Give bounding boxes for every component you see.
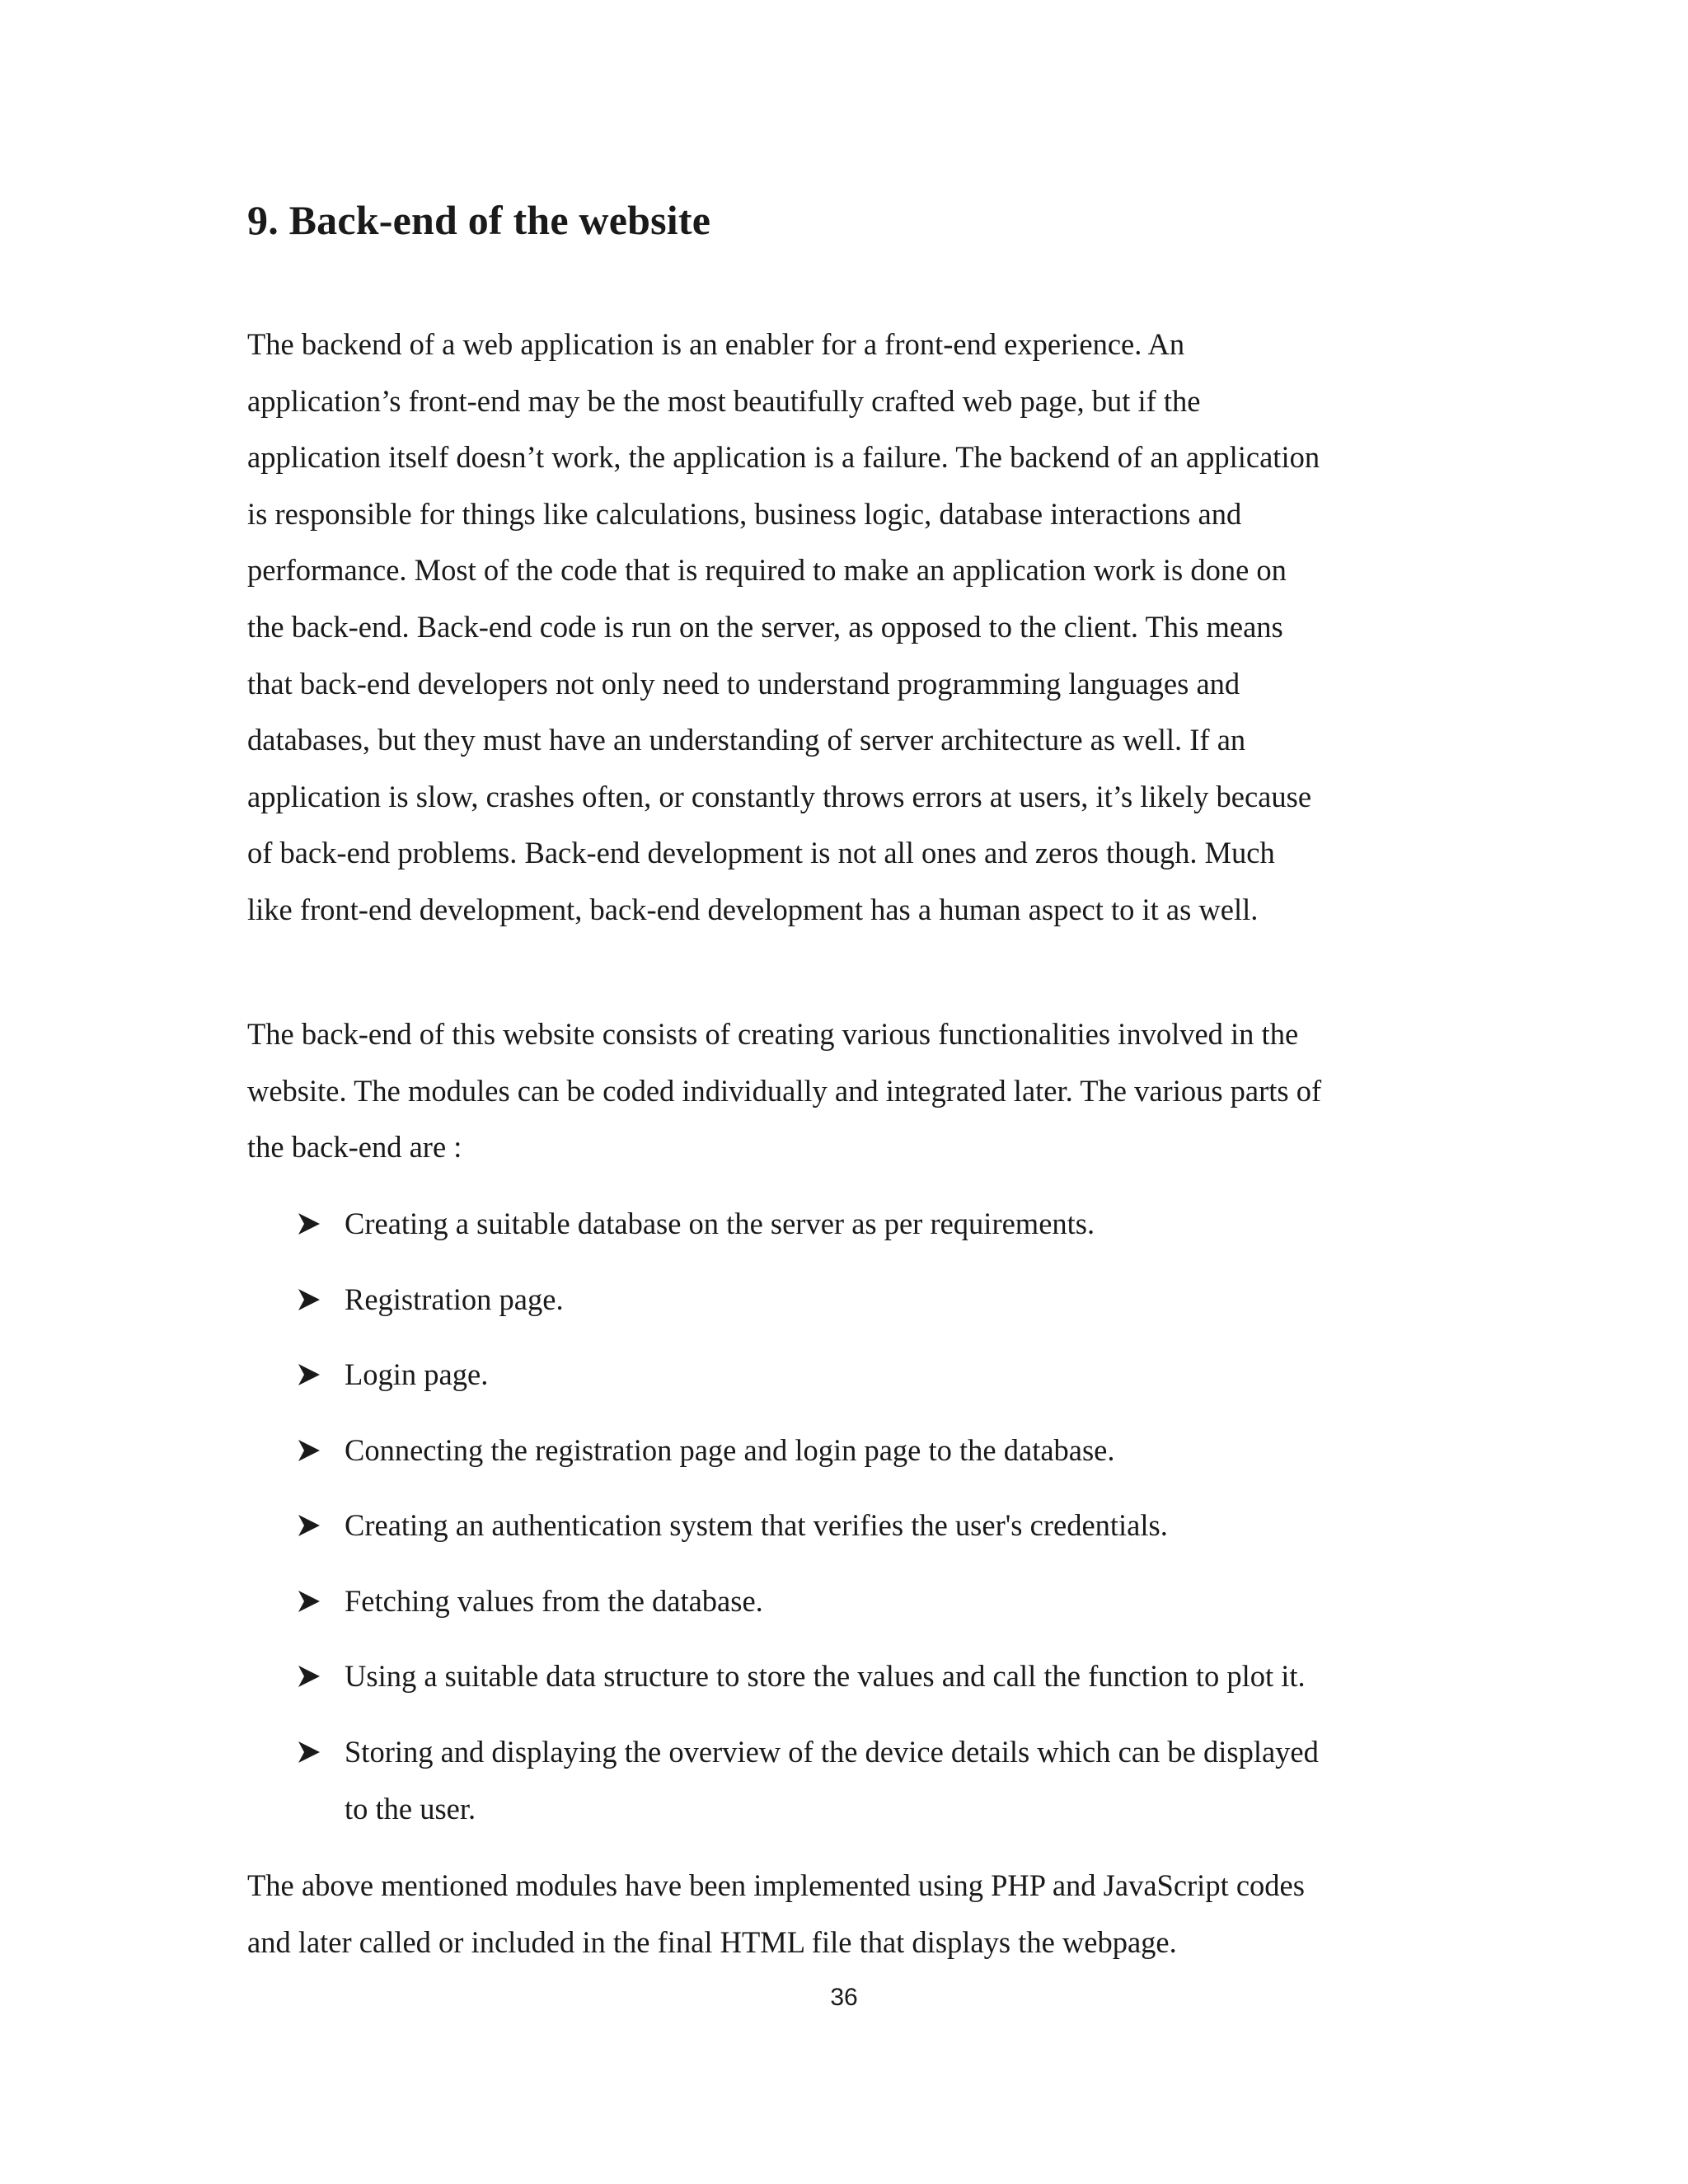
arrowhead-bullet-icon <box>297 1589 321 1614</box>
list-item-text <box>345 1422 1115 1479</box>
list-item-line: Connecting the registration page and login page to the database. <box>345 1433 1115 1467</box>
paragraph-line: performance. Most of the code that is required to make an application work is done on <box>247 553 1287 588</box>
list-item-text <box>345 1196 1095 1253</box>
list-item-line: Storing and displaying the overview of the device details which can be displayed <box>345 1735 1319 1769</box>
modules-paragraph <box>247 1006 1451 1176</box>
paragraph-line: that back-end developers not only need to understand programming languages and <box>247 666 1240 701</box>
list-item-text <box>345 1724 1319 1837</box>
list-item-text <box>345 1272 564 1329</box>
paragraph-line: of back-end problems. Back-end development is not all ones and zeros though. Much <box>247 836 1275 870</box>
list-item-line: to the user. <box>345 1791 476 1825</box>
page-number: 36 <box>830 1984 858 2011</box>
list-item-line: Fetching values from the database. <box>345 1584 763 1618</box>
arrowhead-bullet-icon <box>297 1740 321 1765</box>
paragraph-line: and later called or included in the final HTML file that displays the webpage. <box>247 1924 1177 1959</box>
arrowhead-bullet-icon <box>297 1513 321 1538</box>
list-item-line: Creating an authentication system that verifies the user's credentials. <box>345 1508 1168 1542</box>
list-item-line: Login page. <box>345 1357 489 1391</box>
paragraph-line: The back-end of this website consists of creating various functionalities involved in the <box>247 1017 1299 1051</box>
paragraph-line: website. The modules can be coded individually and integrated later. The various parts of <box>247 1073 1322 1108</box>
arrowhead-bullet-icon <box>297 1438 321 1463</box>
arrowhead-bullet-icon <box>297 1664 321 1689</box>
paragraph-line: the back-end. Back-end code is run on the server, as opposed to the client. This means <box>247 609 1283 644</box>
list-item-text <box>345 1497 1168 1554</box>
section-heading: 9. Back-end of the website <box>247 197 711 243</box>
list-item-line: Creating a suitable database on the server as per requirements. <box>345 1207 1095 1240</box>
list-item-line: Using a suitable data structure to store the values and call the function to plot it. <box>345 1659 1306 1693</box>
list-item-line: Registration page. <box>345 1282 564 1316</box>
list-item-text <box>345 1347 488 1404</box>
paragraph-line: is responsible for things like calculations, business logic, database interactions and <box>247 496 1242 531</box>
intro-paragraph <box>247 316 1451 939</box>
paragraph-line: the back-end are : <box>247 1130 462 1165</box>
paragraph-line: databases, but they must have an understanding of server architecture as well. If an <box>247 723 1246 757</box>
arrowhead-bullet-icon <box>297 1287 321 1312</box>
paragraph-line: like front-end development, back-end development has a human aspect to it as well. <box>247 892 1259 926</box>
paragraph-line: application’s front-end may be the most beautifully crafted web page, but if the <box>247 383 1201 418</box>
paragraph-line: The above mentioned modules have been implemented using PHP and JavaScript codes <box>247 1868 1305 1902</box>
list-item-text <box>345 1573 763 1630</box>
arrowhead-bullet-icon <box>297 1212 321 1236</box>
arrowhead-bullet-icon <box>297 1362 321 1387</box>
paragraph-line: application itself doesn’t work, the application is a failure. The backend of an application <box>247 440 1320 475</box>
paragraph-line: application is slow, crashes often, or constantly throws errors at users, it’s likely because <box>247 779 1312 813</box>
summary-paragraph <box>247 1858 1451 1971</box>
list-item-text <box>345 1648 1306 1705</box>
paragraph-line: The backend of a web application is an enabler for a front-end experience. An <box>247 327 1185 361</box>
